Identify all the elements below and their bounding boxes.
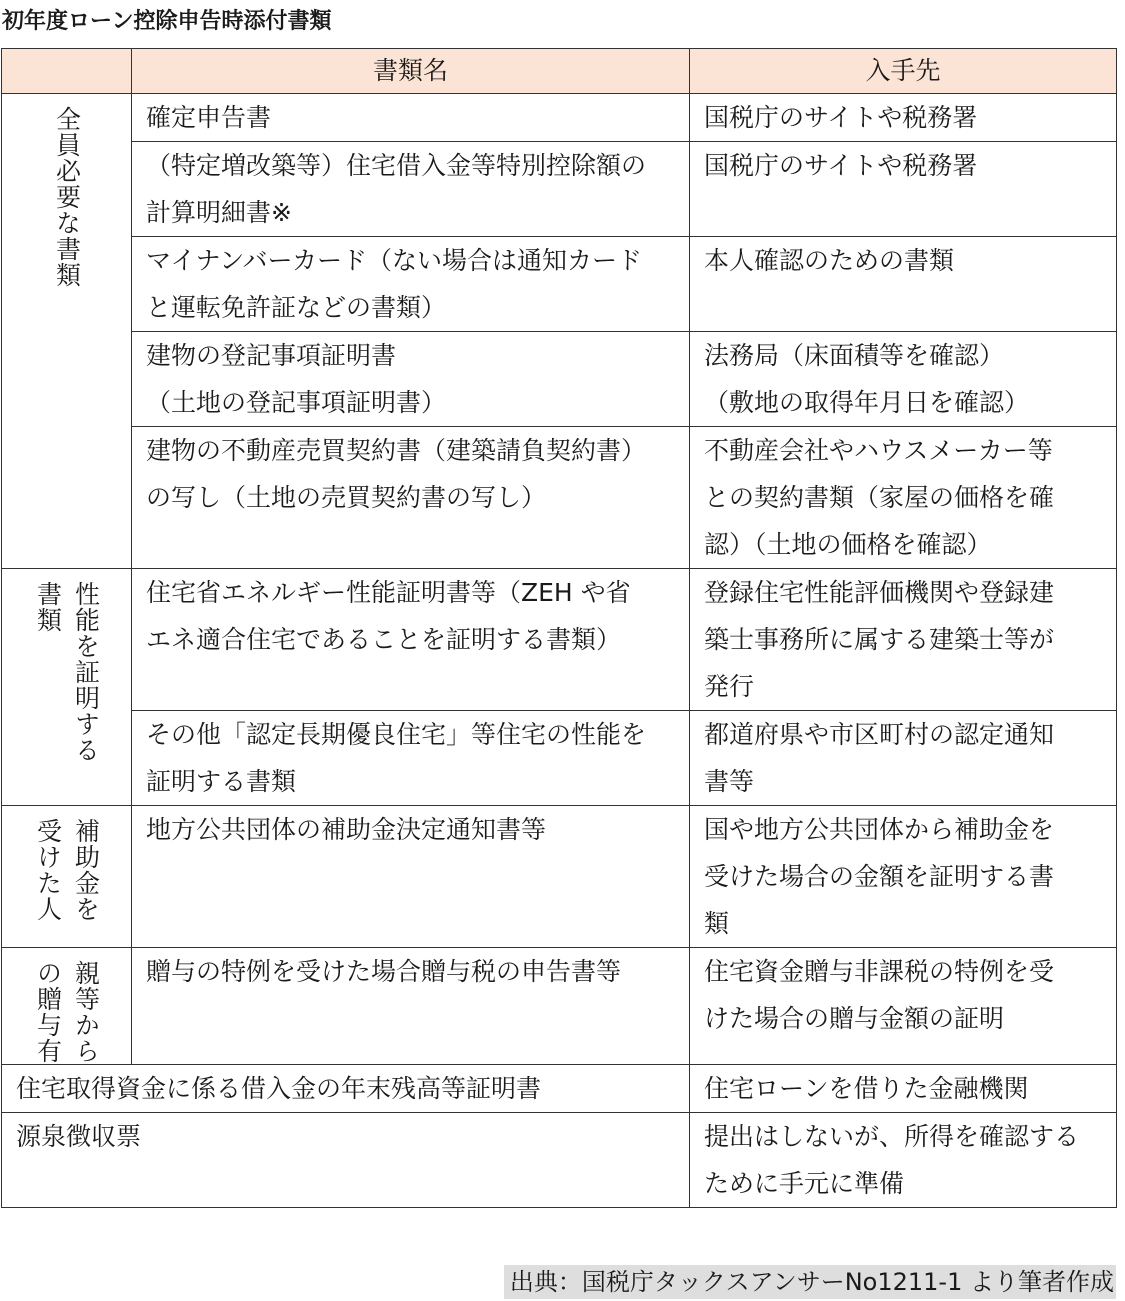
document-name-cell: マイナンバーカード（ない場合は通知カード と運転免許証などの書類） xyxy=(132,237,690,332)
document-name-cell: （特定増改築等）住宅借入金等特別控除額の 計算明細書※ xyxy=(132,142,690,237)
category-label: の贈与有 xyxy=(33,960,63,1064)
table-row xyxy=(2,142,1117,237)
document-name-cell: 源泉徴収票 xyxy=(2,1113,690,1208)
document-name-cell: 確定申告書 xyxy=(132,94,690,142)
source-cell: 本人確認のための書類 xyxy=(690,237,1117,332)
document-name-cell: 贈与の特例を受けた場合贈与税の申告書等 xyxy=(132,948,690,1065)
source-cell: 登録住宅性能評価機関や登録建 築士事務所に属する建築士等が 発行 xyxy=(690,569,1117,711)
table-row xyxy=(2,237,1117,332)
table-row xyxy=(2,711,1117,806)
header-row xyxy=(2,49,1117,94)
header-source: 入手先 xyxy=(690,49,1117,94)
table-row xyxy=(2,948,1117,1065)
category-label: 書類 xyxy=(33,581,63,633)
document-name-cell: 住宅省エネルギー性能証明書等（ZEH や省 エネ適合住宅であることを証明する書類） xyxy=(132,569,690,711)
source-cell: 国や地方公共団体から補助金を 受けた場合の金額を証明する書 類 xyxy=(690,806,1117,948)
document-name-cell: 地方公共団体の補助金決定通知書等 xyxy=(132,806,690,948)
category-cell xyxy=(2,569,132,806)
source-cell: 法務局（床面積等を確認） （敷地の取得年月日を確認） xyxy=(690,332,1117,427)
source-cell: 国税庁のサイトや税務署 xyxy=(690,142,1117,237)
table-row xyxy=(2,332,1117,427)
source-note: 出典：国税庁タックスアンサーNo1211-1 より筆者作成 xyxy=(504,1265,1116,1299)
category-label: 親等から xyxy=(71,960,101,1064)
source-cell: 提出はしないが、所得を確認する ために手元に準備 xyxy=(690,1113,1117,1208)
attachment-documents-table xyxy=(1,48,1117,1208)
category-label: 性能を証明する xyxy=(71,581,101,763)
source-cell: 不動産会社やハウスメーカー等 との契約書類（家屋の価格を確 認）（土地の価格を確認） xyxy=(690,427,1117,569)
table-row xyxy=(2,1113,1117,1208)
source-cell: 住宅資金贈与非課税の特例を受 けた場合の贈与金額の証明 xyxy=(690,948,1117,1065)
category-cell xyxy=(2,948,132,1065)
category-label: 受けた人 xyxy=(33,818,63,922)
document-name-cell: 建物の不動産売買契約書（建築請負契約書） の写し（土地の売買契約書の写し） xyxy=(132,427,690,569)
table-row xyxy=(2,1065,1117,1113)
table-row xyxy=(2,427,1117,569)
document-name-cell: 建物の登記事項証明書 （土地の登記事項証明書） xyxy=(132,332,690,427)
source-cell: 都道府県や市区町村の認定通知 書等 xyxy=(690,711,1117,806)
document-name-cell: 住宅取得資金に係る借入金の年末残高等証明書 xyxy=(2,1065,690,1113)
table-row xyxy=(2,806,1117,948)
source-cell: 国税庁のサイトや税務署 xyxy=(690,94,1117,142)
table-row xyxy=(2,569,1117,711)
table-body xyxy=(2,94,1117,1208)
source-cell: 住宅ローンを借りた金融機関 xyxy=(690,1065,1117,1113)
category-label: 全員必要な書類 xyxy=(52,106,82,288)
table-row xyxy=(2,94,1117,142)
document-name-cell: その他「認定長期優良住宅」等住宅の性能を 証明する書類 xyxy=(132,711,690,806)
table-title: 初年度ローン控除申告時添付書類 xyxy=(2,9,332,34)
header-document-name: 書類名 xyxy=(132,49,690,94)
header-corner xyxy=(2,49,132,94)
category-label: 補助金を xyxy=(71,818,101,922)
category-cell xyxy=(2,806,132,948)
category-cell xyxy=(2,94,132,569)
